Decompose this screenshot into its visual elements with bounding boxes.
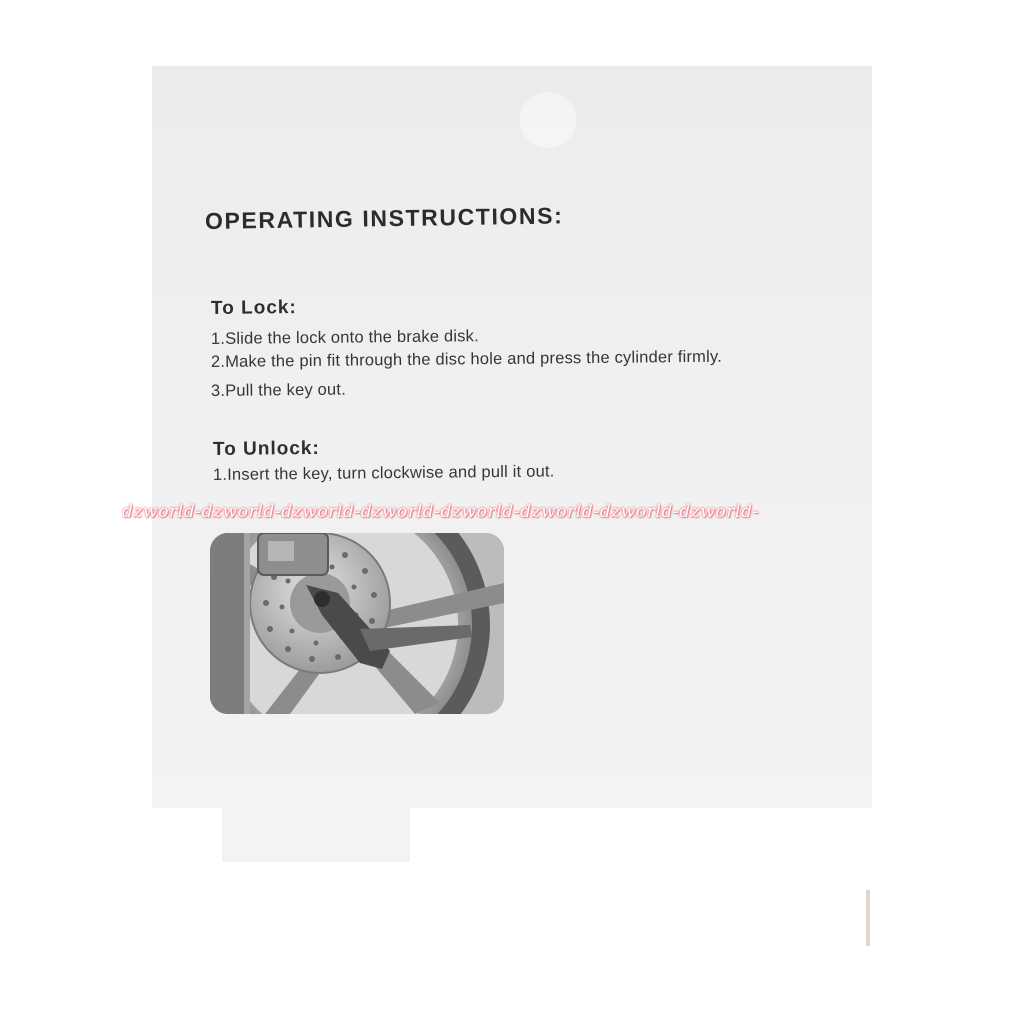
unlock-heading: To Unlock: (212, 437, 320, 460)
lock-step-3: 3.Pull the key out. (210, 380, 347, 400)
page-title: OPERATING INSTRUCTIONS: (204, 202, 564, 234)
lock-heading: To Lock: (210, 297, 297, 319)
edge-mark (866, 890, 870, 946)
lock-step-2: 2.Make the pin fit through the disc hole and press the cylinder firmly. (210, 347, 723, 371)
lock-step-1: 1.Slide the lock onto the brake disk. (210, 327, 479, 348)
unlock-step-1: 1.Insert the key, turn clockwise and pull it out. (212, 462, 555, 484)
sheet-lower-tab (222, 800, 410, 862)
watermark: dzworld-dzworld-dzworld-dzworld-dzworld-dzworld-dzworld-dzworld- (122, 502, 759, 522)
punch-hole (520, 92, 576, 148)
disc-brake-lock-photo (210, 533, 504, 714)
